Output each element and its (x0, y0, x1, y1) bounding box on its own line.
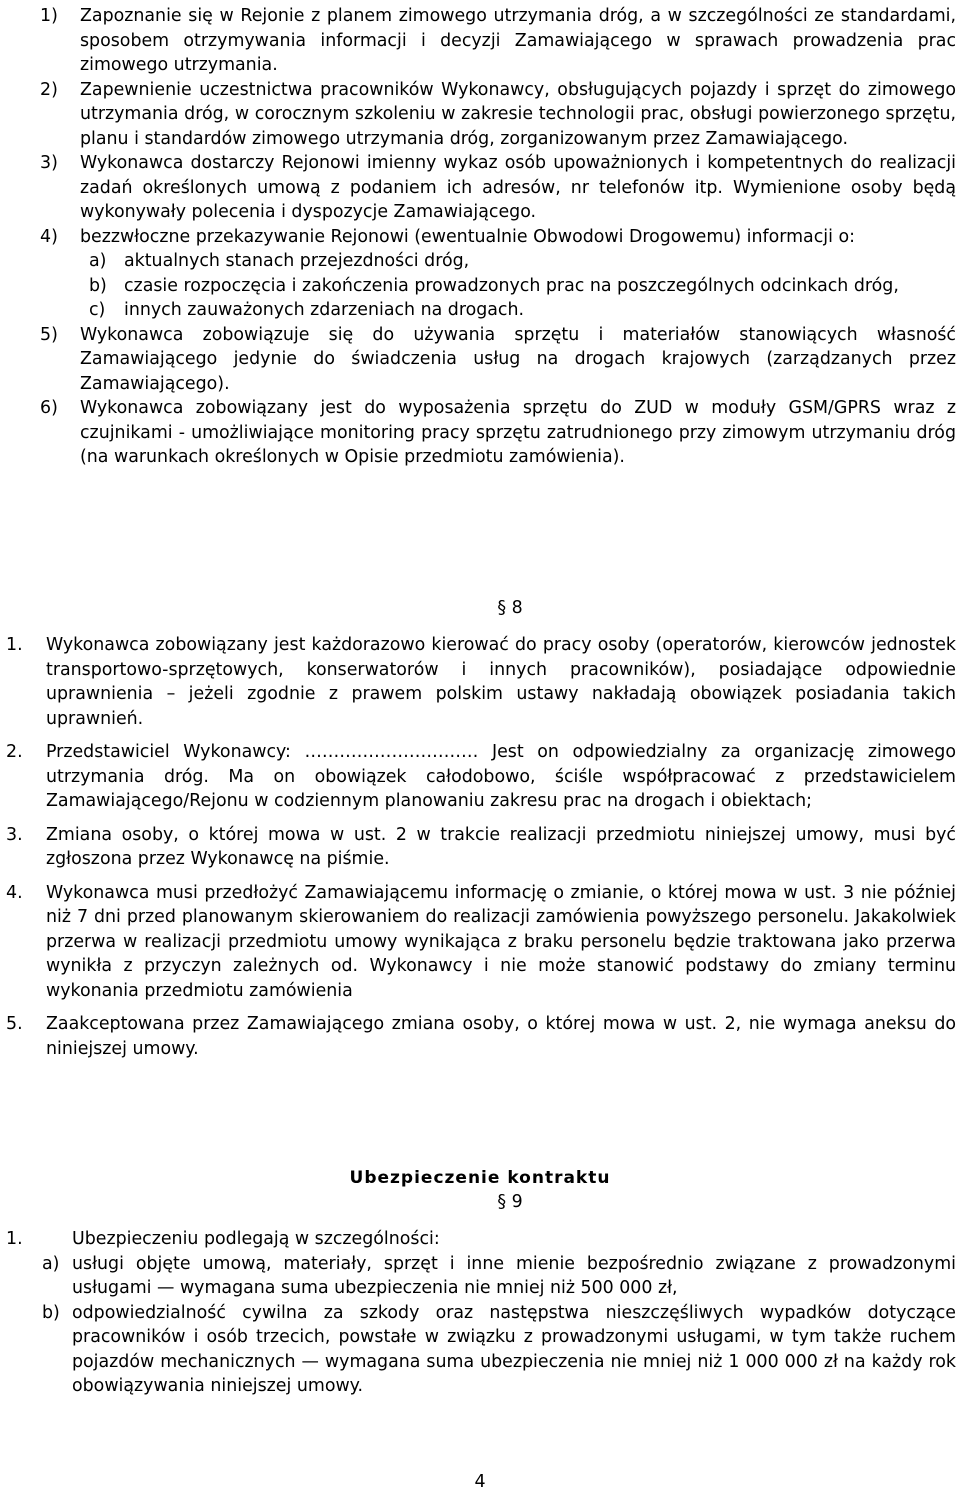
item-text: Ubezpieczeniu podlegają w szczególności: (72, 1229, 440, 1249)
item-number: 1) (40, 6, 58, 26)
list-item (6, 740, 956, 814)
sub-item-letter: b) (42, 1302, 60, 1323)
list-item (40, 151, 956, 225)
list-item (6, 1227, 956, 1252)
list-item (6, 1012, 956, 1061)
sub-item-text: czasie rozpoczęcia i zakończenia prowadzonych prac na poszczególnych odcinkach dróg, (124, 275, 899, 296)
item-text: Wykonawca musi przedłożyć Zamawiającemu informację o zmianie, o której mowa w ust. 3 nie później niż 7 dni przed planowanym skierowaniem do realizacji zamówienia powyższego personelu. Jakakolwiek przerwa w realizacji przedmiotu umowy wynikająca z braku personelu będzie traktowana jako przerwa wynikła z przyczyn zależnych od. Wykonawcy i nie może stanowić podstawy do zmiany terminu wykonania przedmiotu zamówienia (46, 882, 956, 1001)
item-text: Zapewnienie uczestnictwa pracowników Wykonawcy, obsługujących pojazdy i sprzęt do zimowego utrzymania dróg, w corocznym szkoleniu w zakresie technologii prac, obsługi powierzonego sprzętu, planu i standardów zimowego utrzymania dróg, zorganizowanym przez Zamawiającego. (80, 79, 956, 149)
item-number: 4) (40, 226, 58, 247)
sub-item-letter: c) (89, 300, 106, 320)
item-text: Przedstawiciel Wykonawcy: ………………………… Jest on odpowiedzialny za organizację zimowego utrzymania dróg. Ma on obowiązek całodobowo, ściśle współpracować z przedstawicielem Zamawiającego/Rejonu w codziennym planowaniu zakresu prac na drogach i obiektach; (46, 742, 956, 811)
section-9-list (6, 1227, 956, 1399)
list-item (40, 323, 956, 397)
item-text: Wykonawca zobowiązuje się do używania sprzętu i materiałów stanowiących własność Zamawiającego jedynie do świadczenia usług na drogach krajowych (zarządzanych przez Zamawiającego). (80, 324, 956, 394)
sub-item (42, 1301, 956, 1399)
item-number: 5. (6, 1014, 23, 1034)
item-text: Wykonawca dostarczy Rejonowi imienny wykaz osób upoważnionych i kompetentnych do realizacji zadań określonych umową z podaniem ich adresów, nr telefonów itp. Wymienione osoby będą wykonywały polecenia i dyspozycje Zamawiającego. (80, 153, 956, 222)
sub-item-text: odpowiedzialność cywilna za szkody oraz następstwa nieszczęśliwych wypadków dotyczące pracowników i osób trzecich, powstałe w związku z prowadzonymi usługami, w tym także ruchem pojazdów mechanicznych — wymagana suma ubezpieczenia nie mniej niż 1 000 000 zł na każdy rok obowiązywania niniejszej umowy. (72, 1302, 956, 1396)
sub-item (42, 1252, 956, 1301)
item-number: 1. (6, 1229, 23, 1249)
item-text: bezzwłoczne przekazywanie Rejonowi (ewentualnie Obwodowi Drogowemu) informacji o: (80, 226, 855, 247)
list-item (40, 396, 956, 470)
list-item (6, 633, 956, 731)
sub-item (89, 298, 956, 323)
item-number: 1. (6, 635, 23, 655)
item-text: Zaakceptowana przez Zamawiającego zmiana osoby, o której mowa w ust. 2, nie wymaga aneksu do niniejszej umowy. (46, 1014, 956, 1059)
sub-item-text: usługi objęte umową, materiały, sprzęt i inne mienie bezpośrednio związane z prowadzonymi usługami — wymagana suma ubezpieczenia nie mniej niż 500 000 zł, (72, 1253, 956, 1298)
item-number: 6) (40, 398, 58, 418)
section-9-heading: § 9 (497, 1192, 523, 1212)
list-item (40, 78, 956, 152)
item-number: 3) (40, 153, 58, 173)
item-number: 5) (40, 324, 58, 345)
sub-item-letter: a) (42, 1253, 60, 1274)
list-item (40, 4, 956, 78)
item-text: Zmiana osoby, o której mowa w ust. 2 w trakcie realizacji przedmiotu niniejszej umowy, musi być zgłoszona przez Wykonawcę na piśmie. (46, 824, 956, 869)
section-8-heading: § 8 (497, 598, 523, 618)
sub-item (89, 274, 956, 299)
sub-item-text: innych zauważonych zdarzeniach na drogach. (124, 300, 525, 320)
sub-item-letter: a) (89, 251, 107, 271)
sub-item-letter: b) (89, 275, 107, 296)
item-number: 2. (6, 742, 23, 762)
sub-item (89, 249, 956, 274)
sub-item-text: aktualnych stanach przejezdności dróg, (124, 251, 470, 271)
section-9-title: Ubezpieczenie kontraktu (349, 1168, 611, 1188)
list-item (40, 225, 956, 323)
item-number: 2) (40, 79, 58, 100)
list-item (6, 881, 956, 1004)
section-7-list (40, 4, 956, 470)
item-text: Wykonawca zobowiązany jest każdorazowo kierować do pracy osoby (operatorów, kierowców jednostek transportowo-sprzętowych, konserwatorów i innych pracowników), posiadające odpowiednie uprawnienia – jeżeli zgodnie z prawem polskim ustawy nakładają obowiązek posiadania takich uprawnień. (46, 635, 956, 729)
section-8-list (6, 633, 956, 1061)
item-text: Zapoznanie się w Rejonie z planem zimowego utrzymania dróg, a w szczególności ze standardami, sposobem otrzymywania informacji i decyzji Zamawiającego w sprawach prowadzenia prac zimowego utrzymania. (80, 6, 956, 75)
item-number: 3. (6, 824, 23, 845)
page-number: 4 (474, 1472, 486, 1492)
item-number: 4. (6, 882, 23, 903)
item-text: Wykonawca zobowiązany jest do wyposażenia sprzętu do ZUD w moduły GSM/GPRS wraz z czujnikami - umożliwiające monitoring pracy sprzętu zatrudnionego przy zimowym utrzymaniu dróg (na warunkach określonych w Opisie przedmiotu zamówienia). (80, 398, 956, 467)
list-item (6, 823, 956, 872)
